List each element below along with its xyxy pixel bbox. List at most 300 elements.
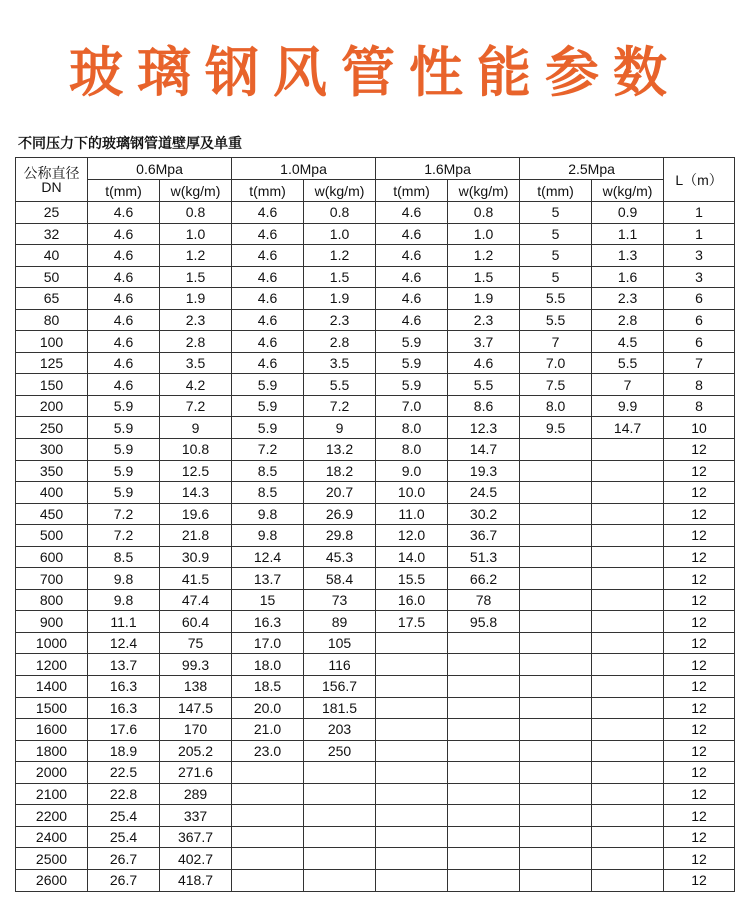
thickness-1.0-cell: 4.6: [232, 352, 304, 374]
length-cell: 12: [664, 826, 735, 848]
thickness-2.5-cell: [520, 805, 592, 827]
length-cell: 8: [664, 374, 735, 396]
thickness-2.5-cell: [520, 697, 592, 719]
table-row: [16, 869, 735, 891]
thickness-1.6-cell: 8.0: [376, 439, 448, 461]
thickness-1.6-cell: [376, 805, 448, 827]
thickness-1.6-cell: 8.0: [376, 417, 448, 439]
thickness-1.6-cell: [376, 676, 448, 698]
dn-cell: 2200: [16, 805, 88, 827]
table-row: [16, 223, 735, 245]
table-row: [16, 632, 735, 654]
table-row: [16, 309, 735, 331]
thickness-1.0-cell: [232, 826, 304, 848]
thickness-1.6-cell: [376, 719, 448, 741]
weight-2.5-cell: [592, 783, 664, 805]
pressure-header-0.6mpa: 0.6Mpa: [88, 158, 232, 180]
dn-header-symbol: DN: [41, 178, 62, 195]
weight-1.6-cell: 8.6: [448, 395, 520, 417]
weight-1.6-cell: [448, 740, 520, 762]
dn-cell: 125: [16, 352, 88, 374]
thickness-1.6-cell: 11.0: [376, 503, 448, 525]
thickness-header: t(mm): [88, 180, 160, 202]
thickness-1.0-cell: 9.8: [232, 503, 304, 525]
weight-1.0-cell: 20.7: [304, 482, 376, 504]
weight-0.6-cell: 4.2: [160, 374, 232, 396]
thickness-0.6-cell: 16.3: [88, 697, 160, 719]
length-cell: 3: [664, 245, 735, 267]
table-row: [16, 848, 735, 870]
weight-0.6-cell: 205.2: [160, 740, 232, 762]
thickness-1.0-cell: 8.5: [232, 482, 304, 504]
dn-cell: 1400: [16, 676, 88, 698]
weight-0.6-cell: 337: [160, 805, 232, 827]
thickness-1.6-cell: [376, 848, 448, 870]
length-cell: 12: [664, 654, 735, 676]
thickness-1.0-cell: 13.7: [232, 568, 304, 590]
weight-1.0-cell: 1.2: [304, 245, 376, 267]
dn-cell: 150: [16, 374, 88, 396]
length-cell: 10: [664, 417, 735, 439]
weight-2.5-cell: [592, 525, 664, 547]
thickness-0.6-cell: 4.6: [88, 331, 160, 353]
weight-0.6-cell: 47.4: [160, 589, 232, 611]
thickness-1.6-cell: 10.0: [376, 482, 448, 504]
weight-2.5-cell: [592, 439, 664, 461]
table-row: [16, 374, 735, 396]
weight-2.5-cell: [592, 460, 664, 482]
weight-0.6-cell: 7.2: [160, 395, 232, 417]
weight-0.6-cell: 2.8: [160, 331, 232, 353]
dn-cell: 450: [16, 503, 88, 525]
thickness-header: t(mm): [232, 180, 304, 202]
weight-1.0-cell: 2.3: [304, 309, 376, 331]
weight-1.6-cell: [448, 676, 520, 698]
thickness-1.0-cell: 17.0: [232, 632, 304, 654]
weight-0.6-cell: 10.8: [160, 439, 232, 461]
thickness-2.5-cell: [520, 439, 592, 461]
thickness-1.0-cell: 9.8: [232, 525, 304, 547]
weight-1.6-cell: [448, 632, 520, 654]
weight-1.6-cell: [448, 697, 520, 719]
thickness-1.6-cell: [376, 826, 448, 848]
thickness-1.0-cell: 23.0: [232, 740, 304, 762]
weight-1.0-cell: [304, 848, 376, 870]
weight-1.0-cell: 58.4: [304, 568, 376, 590]
thickness-0.6-cell: 4.6: [88, 223, 160, 245]
thickness-0.6-cell: 4.6: [88, 202, 160, 224]
weight-2.5-cell: [592, 676, 664, 698]
weight-1.6-cell: 51.3: [448, 546, 520, 568]
length-cell: 12: [664, 869, 735, 891]
weight-1.6-cell: 36.7: [448, 525, 520, 547]
weight-0.6-cell: 9: [160, 417, 232, 439]
weight-2.5-cell: 14.7: [592, 417, 664, 439]
weight-0.6-cell: 41.5: [160, 568, 232, 590]
thickness-2.5-cell: 8.0: [520, 395, 592, 417]
length-cell: 12: [664, 848, 735, 870]
thickness-1.0-cell: 4.6: [232, 266, 304, 288]
weight-0.6-cell: 1.0: [160, 223, 232, 245]
thickness-1.6-cell: 16.0: [376, 589, 448, 611]
thickness-2.5-cell: [520, 654, 592, 676]
thickness-1.6-cell: [376, 654, 448, 676]
table-row: [16, 395, 735, 417]
weight-0.6-cell: 367.7: [160, 826, 232, 848]
thickness-2.5-cell: [520, 826, 592, 848]
thickness-1.0-cell: 20.0: [232, 697, 304, 719]
length-cell: 12: [664, 783, 735, 805]
thickness-2.5-cell: 5: [520, 266, 592, 288]
dn-cell: 1500: [16, 697, 88, 719]
weight-header: w(kg/m): [160, 180, 232, 202]
weight-2.5-cell: 1.6: [592, 266, 664, 288]
thickness-2.5-cell: [520, 546, 592, 568]
dn-cell: 2100: [16, 783, 88, 805]
weight-1.0-cell: [304, 805, 376, 827]
thickness-1.0-cell: 7.2: [232, 439, 304, 461]
weight-1.6-cell: [448, 869, 520, 891]
weight-2.5-cell: 9.9: [592, 395, 664, 417]
thickness-1.6-cell: [376, 632, 448, 654]
thickness-2.5-cell: 7.0: [520, 352, 592, 374]
thickness-1.0-cell: 12.4: [232, 546, 304, 568]
pressure-header-2.5mpa: 2.5Mpa: [520, 158, 664, 180]
length-cell: 12: [664, 589, 735, 611]
thickness-2.5-cell: [520, 589, 592, 611]
dn-cell: 200: [16, 395, 88, 417]
weight-0.6-cell: 271.6: [160, 762, 232, 784]
weight-2.5-cell: [592, 482, 664, 504]
weight-2.5-cell: 7: [592, 374, 664, 396]
thickness-header: t(mm): [520, 180, 592, 202]
thickness-1.0-cell: [232, 848, 304, 870]
thickness-1.6-cell: 4.6: [376, 202, 448, 224]
thickness-1.6-cell: [376, 869, 448, 891]
table-row: [16, 417, 735, 439]
weight-1.0-cell: 1.9: [304, 288, 376, 310]
thickness-header: t(mm): [376, 180, 448, 202]
thickness-1.0-cell: [232, 805, 304, 827]
dn-cell: 2000: [16, 762, 88, 784]
weight-1.6-cell: 30.2: [448, 503, 520, 525]
length-cell: 12: [664, 525, 735, 547]
dn-cell: 50: [16, 266, 88, 288]
weight-0.6-cell: 0.8: [160, 202, 232, 224]
weight-2.5-cell: 1.1: [592, 223, 664, 245]
table-row: [16, 783, 735, 805]
thickness-0.6-cell: 25.4: [88, 805, 160, 827]
weight-1.0-cell: 5.5: [304, 374, 376, 396]
pipe-spec-table: [15, 157, 735, 892]
length-cell: 6: [664, 288, 735, 310]
weight-0.6-cell: 418.7: [160, 869, 232, 891]
weight-1.6-cell: 1.9: [448, 288, 520, 310]
weight-1.0-cell: 3.5: [304, 352, 376, 374]
length-cell: 1: [664, 223, 735, 245]
weight-1.6-cell: [448, 654, 520, 676]
weight-1.6-cell: 1.5: [448, 266, 520, 288]
thickness-1.0-cell: 4.6: [232, 288, 304, 310]
thickness-1.6-cell: 4.6: [376, 266, 448, 288]
thickness-1.0-cell: [232, 783, 304, 805]
weight-0.6-cell: 19.6: [160, 503, 232, 525]
weight-2.5-cell: [592, 869, 664, 891]
dn-cell: 800: [16, 589, 88, 611]
weight-1.0-cell: 203: [304, 719, 376, 741]
dn-cell: 400: [16, 482, 88, 504]
thickness-2.5-cell: 5: [520, 202, 592, 224]
thickness-2.5-cell: [520, 632, 592, 654]
weight-1.6-cell: 3.7: [448, 331, 520, 353]
thickness-1.0-cell: 4.6: [232, 331, 304, 353]
thickness-2.5-cell: [520, 568, 592, 590]
thickness-2.5-cell: [520, 783, 592, 805]
table-row: [16, 697, 735, 719]
thickness-2.5-cell: [520, 482, 592, 504]
thickness-0.6-cell: 4.6: [88, 245, 160, 267]
weight-0.6-cell: 60.4: [160, 611, 232, 633]
length-cell: 12: [664, 503, 735, 525]
length-cell: 6: [664, 331, 735, 353]
weight-1.6-cell: 95.8: [448, 611, 520, 633]
weight-1.0-cell: 0.8: [304, 202, 376, 224]
thickness-2.5-cell: 5.5: [520, 288, 592, 310]
thickness-0.6-cell: 12.4: [88, 632, 160, 654]
dn-cell: 40: [16, 245, 88, 267]
thickness-2.5-cell: 9.5: [520, 417, 592, 439]
thickness-0.6-cell: 4.6: [88, 374, 160, 396]
weight-2.5-cell: [592, 546, 664, 568]
thickness-1.6-cell: 4.6: [376, 288, 448, 310]
weight-0.6-cell: 1.5: [160, 266, 232, 288]
length-cell: 12: [664, 632, 735, 654]
weight-1.6-cell: 0.8: [448, 202, 520, 224]
table-row: [16, 826, 735, 848]
weight-2.5-cell: [592, 654, 664, 676]
table-row: [16, 460, 735, 482]
table-row: [16, 503, 735, 525]
length-cell: 12: [664, 568, 735, 590]
dn-cell: 25: [16, 202, 88, 224]
weight-0.6-cell: 30.9: [160, 546, 232, 568]
thickness-0.6-cell: 9.8: [88, 589, 160, 611]
thickness-1.0-cell: 4.6: [232, 202, 304, 224]
pressure-header-1.6mpa: 1.6Mpa: [376, 158, 520, 180]
weight-1.0-cell: [304, 762, 376, 784]
weight-1.6-cell: [448, 826, 520, 848]
thickness-1.0-cell: 15: [232, 589, 304, 611]
dn-cell: 600: [16, 546, 88, 568]
weight-1.6-cell: [448, 719, 520, 741]
dn-cell: 32: [16, 223, 88, 245]
weight-1.0-cell: [304, 826, 376, 848]
thickness-0.6-cell: 7.2: [88, 503, 160, 525]
table-row: [16, 245, 735, 267]
weight-1.0-cell: [304, 869, 376, 891]
thickness-2.5-cell: [520, 740, 592, 762]
weight-1.6-cell: 14.7: [448, 439, 520, 461]
weight-1.6-cell: 78: [448, 589, 520, 611]
weight-0.6-cell: 1.2: [160, 245, 232, 267]
weight-1.6-cell: 66.2: [448, 568, 520, 590]
weight-2.5-cell: [592, 568, 664, 590]
weight-1.6-cell: [448, 762, 520, 784]
dn-cell: 300: [16, 439, 88, 461]
thickness-1.0-cell: 8.5: [232, 460, 304, 482]
weight-0.6-cell: 402.7: [160, 848, 232, 870]
table-row: [16, 719, 735, 741]
thickness-0.6-cell: 4.6: [88, 352, 160, 374]
thickness-1.0-cell: 5.9: [232, 417, 304, 439]
weight-1.0-cell: 29.8: [304, 525, 376, 547]
table-row: [16, 266, 735, 288]
weight-0.6-cell: 3.5: [160, 352, 232, 374]
weight-1.6-cell: [448, 783, 520, 805]
thickness-0.6-cell: 26.7: [88, 869, 160, 891]
thickness-2.5-cell: 7.5: [520, 374, 592, 396]
thickness-0.6-cell: 8.5: [88, 546, 160, 568]
thickness-0.6-cell: 16.3: [88, 676, 160, 698]
weight-0.6-cell: 147.5: [160, 697, 232, 719]
length-cell: 12: [664, 805, 735, 827]
thickness-0.6-cell: 4.6: [88, 309, 160, 331]
weight-1.0-cell: 45.3: [304, 546, 376, 568]
weight-0.6-cell: 170: [160, 719, 232, 741]
weight-1.0-cell: [304, 783, 376, 805]
weight-2.5-cell: [592, 611, 664, 633]
thickness-1.6-cell: [376, 783, 448, 805]
length-cell: 12: [664, 611, 735, 633]
thickness-0.6-cell: 9.8: [88, 568, 160, 590]
thickness-1.6-cell: 14.0: [376, 546, 448, 568]
weight-0.6-cell: 1.9: [160, 288, 232, 310]
thickness-1.6-cell: 12.0: [376, 525, 448, 547]
length-cell: 12: [664, 740, 735, 762]
table-row: [16, 288, 735, 310]
dn-cell: 250: [16, 417, 88, 439]
thickness-1.0-cell: 4.6: [232, 223, 304, 245]
thickness-2.5-cell: 5: [520, 245, 592, 267]
weight-header: w(kg/m): [592, 180, 664, 202]
weight-1.6-cell: 12.3: [448, 417, 520, 439]
weight-1.6-cell: [448, 848, 520, 870]
length-cell: 1: [664, 202, 735, 224]
thickness-2.5-cell: 5: [520, 223, 592, 245]
thickness-1.0-cell: 16.3: [232, 611, 304, 633]
weight-1.0-cell: 1.0: [304, 223, 376, 245]
table-row: [16, 482, 735, 504]
weight-header: w(kg/m): [304, 180, 376, 202]
thickness-2.5-cell: [520, 676, 592, 698]
weight-1.6-cell: 19.3: [448, 460, 520, 482]
thickness-2.5-cell: 5.5: [520, 309, 592, 331]
dn-cell: 2400: [16, 826, 88, 848]
weight-1.0-cell: 181.5: [304, 697, 376, 719]
table-row: [16, 762, 735, 784]
thickness-1.0-cell: 21.0: [232, 719, 304, 741]
weight-1.0-cell: 156.7: [304, 676, 376, 698]
length-cell: 3: [664, 266, 735, 288]
thickness-2.5-cell: [520, 611, 592, 633]
thickness-1.6-cell: 9.0: [376, 460, 448, 482]
weight-2.5-cell: [592, 848, 664, 870]
weight-1.0-cell: 250: [304, 740, 376, 762]
dn-cell: 900: [16, 611, 88, 633]
thickness-2.5-cell: [520, 719, 592, 741]
thickness-1.6-cell: 5.9: [376, 331, 448, 353]
weight-1.0-cell: 89: [304, 611, 376, 633]
weight-2.5-cell: 4.5: [592, 331, 664, 353]
thickness-1.6-cell: 5.9: [376, 374, 448, 396]
dn-cell: 350: [16, 460, 88, 482]
thickness-0.6-cell: 17.6: [88, 719, 160, 741]
weight-1.0-cell: 9: [304, 417, 376, 439]
thickness-0.6-cell: 13.7: [88, 654, 160, 676]
weight-1.0-cell: 116: [304, 654, 376, 676]
table-row: [16, 589, 735, 611]
weight-1.6-cell: [448, 805, 520, 827]
dn-cell: 2500: [16, 848, 88, 870]
thickness-1.6-cell: [376, 762, 448, 784]
thickness-1.0-cell: 5.9: [232, 395, 304, 417]
length-cell: 12: [664, 460, 735, 482]
thickness-0.6-cell: 26.7: [88, 848, 160, 870]
thickness-1.0-cell: 18.5: [232, 676, 304, 698]
dn-cell: 100: [16, 331, 88, 353]
table-row: [16, 439, 735, 461]
weight-2.5-cell: [592, 589, 664, 611]
weight-1.0-cell: 26.9: [304, 503, 376, 525]
weight-2.5-cell: [592, 762, 664, 784]
dn-cell: 1200: [16, 654, 88, 676]
thickness-0.6-cell: 5.9: [88, 482, 160, 504]
table-row: [16, 740, 735, 762]
table-row: [16, 611, 735, 633]
thickness-1.0-cell: [232, 762, 304, 784]
weight-2.5-cell: [592, 503, 664, 525]
thickness-2.5-cell: [520, 525, 592, 547]
weight-1.0-cell: 7.2: [304, 395, 376, 417]
length-cell: 12: [664, 697, 735, 719]
dn-header-label: 公称直径: [23, 164, 80, 181]
weight-1.6-cell: 24.5: [448, 482, 520, 504]
thickness-0.6-cell: 11.1: [88, 611, 160, 633]
weight-0.6-cell: 21.8: [160, 525, 232, 547]
dn-cell: 80: [16, 309, 88, 331]
table-row: [16, 352, 735, 374]
weight-2.5-cell: 2.8: [592, 309, 664, 331]
thickness-2.5-cell: [520, 460, 592, 482]
dn-cell: 65: [16, 288, 88, 310]
length-cell: 12: [664, 762, 735, 784]
thickness-2.5-cell: [520, 869, 592, 891]
thickness-0.6-cell: 22.8: [88, 783, 160, 805]
thickness-1.6-cell: [376, 740, 448, 762]
thickness-1.6-cell: 4.6: [376, 223, 448, 245]
thickness-1.6-cell: 17.5: [376, 611, 448, 633]
thickness-0.6-cell: 25.4: [88, 826, 160, 848]
length-column-header: L（m）: [664, 158, 735, 202]
thickness-1.6-cell: 4.6: [376, 309, 448, 331]
weight-2.5-cell: [592, 805, 664, 827]
table-body: [16, 202, 735, 892]
weight-0.6-cell: 2.3: [160, 309, 232, 331]
weight-2.5-cell: 0.9: [592, 202, 664, 224]
dn-cell: 1600: [16, 719, 88, 741]
table-row: [16, 331, 735, 353]
page-title: 玻璃钢风管性能参数: [69, 41, 681, 104]
